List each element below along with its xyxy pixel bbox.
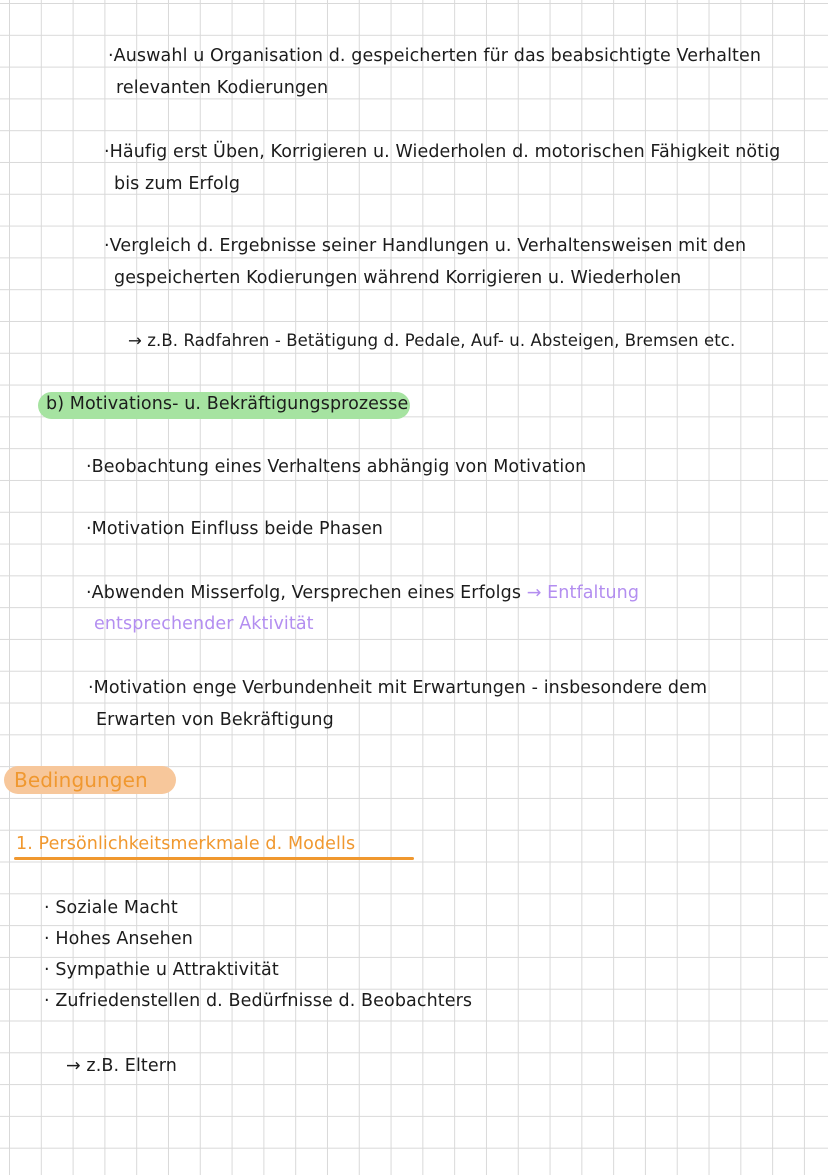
note-text: ·Abwenden Misserfolg, Versprechen eines Erfolgs [86, 583, 527, 603]
note-line: gespeicherten Kodierungen während Korrigieren u. Wiederholen [114, 268, 682, 288]
list-item: · Sympathie u Attraktivität [44, 960, 279, 980]
note-line: ·Häufig erst Üben, Korrigieren u. Wiederholen d. motorischen Fähigkeit nötig [104, 142, 781, 162]
note-line: ·Motivation enge Verbundenheit mit Erwartungen - insbesondere dem [88, 678, 708, 698]
subheading: 1. Persönlichkeitsmerkmale d. Modells [16, 834, 356, 854]
note-line: Erwarten von Bekräftigung [96, 710, 334, 730]
example-line: → z.B. Eltern [66, 1056, 177, 1076]
section-heading: Bedingungen [14, 768, 148, 792]
note-line: ·Auswahl u Organisation d. gespeicherten für das beabsichtigte Verhalten [108, 46, 762, 66]
note-line: bis zum Erfolg [114, 174, 241, 194]
note-line [86, 577, 639, 609]
note-text-purple: → Entfaltung [526, 583, 640, 603]
note-line: relevanten Kodierungen [116, 78, 329, 98]
subheading-underline [14, 857, 414, 860]
list-item: · Hohes Ansehen [44, 929, 193, 949]
list-item: · Soziale Macht [44, 898, 178, 918]
note-line: ·Motivation Einfluss beide Phasen [86, 519, 383, 539]
note-line: ·Vergleich d. Ergebnisse seiner Handlungen u. Verhaltensweisen mit den [104, 236, 747, 256]
note-line-purple: entsprechender Aktivität [94, 614, 314, 634]
note-line: ·Beobachtung eines Verhaltens abhängig von Motivation [86, 457, 587, 477]
example-line: → z.B. Radfahren - Betätigung d. Pedale, Auf- u. Absteigen, Bremsen etc. [128, 331, 736, 350]
section-heading: b) Motivations- u. Bekräftigungsprozesse [46, 394, 409, 414]
list-item: · Zufriedenstellen d. Bedürfnisse d. Beobachters [44, 991, 473, 1011]
